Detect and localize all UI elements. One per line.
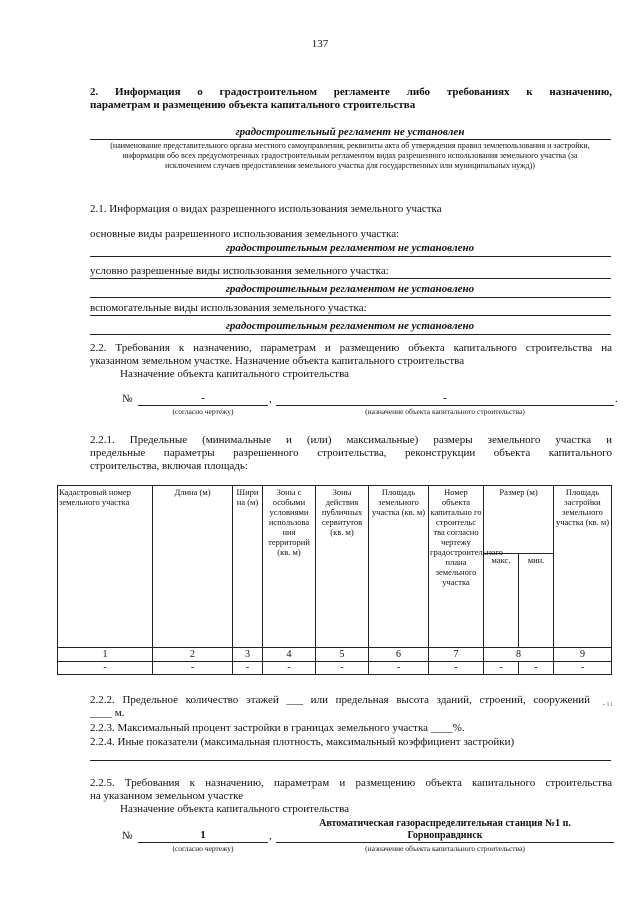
auxiliary-uses-underline <box>90 334 611 335</box>
section-2-2-3: 2.2.3. Максимальный процент застройки в границах земельного участка ____%. <box>90 722 465 734</box>
col-number-7: 7 <box>429 648 484 662</box>
header-size-min: мин. <box>519 554 554 648</box>
table-cell: - <box>263 662 316 675</box>
header-size: Размер (м) <box>484 486 554 554</box>
header-width: Шири на (м) <box>233 486 263 648</box>
object-purpose-underline <box>276 405 614 406</box>
object-purpose-line2: Горноправдинск <box>407 830 483 841</box>
object-purpose-underline-2 <box>276 842 614 843</box>
margin-mark: - ι ι <box>603 700 613 708</box>
object-number-label-2: № <box>122 830 133 842</box>
table-cell: - <box>554 662 612 675</box>
section-2-2-4-underline <box>90 760 611 761</box>
col-number-1: 1 <box>58 648 153 662</box>
object-number-comma-2: , <box>269 830 272 842</box>
object-purpose-period: . <box>615 393 618 405</box>
col-number-6: 6 <box>369 648 429 662</box>
header-length: Длина (м) <box>153 486 233 648</box>
header-special-zones: Зоны с особыми условиями использова ния территорий (кв. м) <box>263 486 316 648</box>
header-size-max: макс. <box>484 554 519 648</box>
object-purpose-line1: Автоматическая газораспределительная станция №1 п. <box>319 818 571 829</box>
table-cell: - <box>316 662 369 675</box>
main-uses-value: градостроительным регламентом не установлено <box>225 242 475 254</box>
section-2-2-1-line2: предельные параметры разрешенного строительства, реконструкции объекта капитального <box>90 447 612 459</box>
object-purpose-caption: (назначение объекта капитального строительства) <box>365 407 525 416</box>
section-2-2-line1: 2.2. Требования к назначению, параметрам и размещению объекта капитального строительства на <box>90 342 612 354</box>
object-purpose-caption-2: (назначение объекта капитального строительства) <box>365 844 525 853</box>
object-number-value-2: 1 <box>200 829 206 841</box>
section-2-2-5-line1: 2.2.5. Требования к назначению, параметрам и размещению объекта капитального строительства <box>90 777 612 789</box>
parameters-table <box>57 485 612 675</box>
header-cadastral: Кадастровый номер земельного участка <box>58 486 153 648</box>
object-purpose-value: - <box>443 392 447 404</box>
section-2-2-line2: указанном земельном участке. Назначение объекта капитального строительства <box>90 355 465 367</box>
section-2-2-5-line2: на указанном земельном участке <box>90 790 244 802</box>
header-area: Площадь земельного участка (кв. м) <box>369 486 429 648</box>
object-number-underline <box>138 405 268 406</box>
auxiliary-label-underline <box>90 315 611 316</box>
section-2-2-line3: Назначение объекта капитального строительства <box>120 368 350 380</box>
section-2-2-1-line1: 2.2.1. Предельные (минимальные и (или) максимальные) размеры земельного участка и <box>90 434 612 446</box>
header-easement-zones: Зоны действия публичных сервитутов (кв. м) <box>316 486 369 648</box>
header-object-number: Номер объекта капитально го строительс тва согласно чертежу градостроительного плана земельного участка <box>429 486 484 648</box>
table-cell: - <box>429 662 484 675</box>
col-number-3: 3 <box>233 648 263 662</box>
conditional-uses-label: условно разрешенные виды использования земельного участка: <box>90 265 389 277</box>
object-number-caption-2: (согласно чертежу) <box>172 844 234 853</box>
regulation-caption: (наименование представительного органа местного самоуправления, реквизиты акта об утверждения правил землепользования и застройки, информация обо всех предусмотренных градостроительным регламентом видах разрешенного использования земельного участка (за исключением случаев предоставления земельного участка для государственных или муниципальных нужд)) <box>110 141 590 170</box>
col-number-9: 9 <box>554 648 612 662</box>
conditional-label-underline <box>90 278 611 279</box>
section-2-heading-line1: 2. Информация о градостроительном регламенте либо требованиях к назначению, <box>90 86 612 98</box>
main-uses-underline <box>90 256 611 257</box>
table-cell: - <box>58 662 153 675</box>
conditional-uses-value: градостроительным регламентом не установлено <box>225 283 475 295</box>
section-2-2-2-line2: ____ м. <box>90 707 125 719</box>
auxiliary-uses-label: вспомогательные виды использования земельного участка: <box>90 302 367 314</box>
main-uses-label: основные виды разрешенного использования земельного участка: <box>90 228 400 240</box>
object-number-underline-2 <box>138 842 268 843</box>
object-number-comma: , <box>269 393 272 405</box>
section-2-heading-line2: параметрам и размещению объекта капитального строительства <box>90 99 416 111</box>
table-cell: - <box>519 662 554 675</box>
auxiliary-uses-value: градостроительным регламентом не установлено <box>225 320 475 332</box>
page-number: 137 <box>311 38 329 50</box>
conditional-uses-underline <box>90 297 611 298</box>
table-cell: - <box>369 662 429 675</box>
regulation-underline <box>90 139 611 140</box>
object-number-value: - <box>201 392 205 404</box>
object-number-label: № <box>122 393 133 405</box>
col-number-5: 5 <box>316 648 369 662</box>
header-built-area: Площадь застройки земельного участка (кв. м) <box>554 486 612 648</box>
section-2-2-5-line3: Назначение объекта капитального строительства <box>120 803 350 815</box>
col-number-2: 2 <box>153 648 233 662</box>
section-2-2-1-line3: строительства, включая площадь: <box>90 460 248 472</box>
table-cell: - <box>153 662 233 675</box>
section-2-2-2-line1: 2.2.2. Предельное количество этажей ___ или предельная высота зданий, строений, сооружений <box>90 694 590 706</box>
table-cell: - <box>233 662 263 675</box>
table-cell: - <box>484 662 519 675</box>
section-2-2-4: 2.2.4. Иные показатели (максимальная плотность, максимальный коэффициент застройки) <box>90 736 515 748</box>
object-number-caption: (согласно чертежу) <box>172 407 234 416</box>
section-2-1-title: 2.1. Информация о видах разрешенного использования земельного участка <box>90 203 442 215</box>
regulation-value: градостроительный регламент не установлен <box>235 126 465 138</box>
col-number-8: 8 <box>484 648 554 662</box>
col-number-4: 4 <box>263 648 316 662</box>
